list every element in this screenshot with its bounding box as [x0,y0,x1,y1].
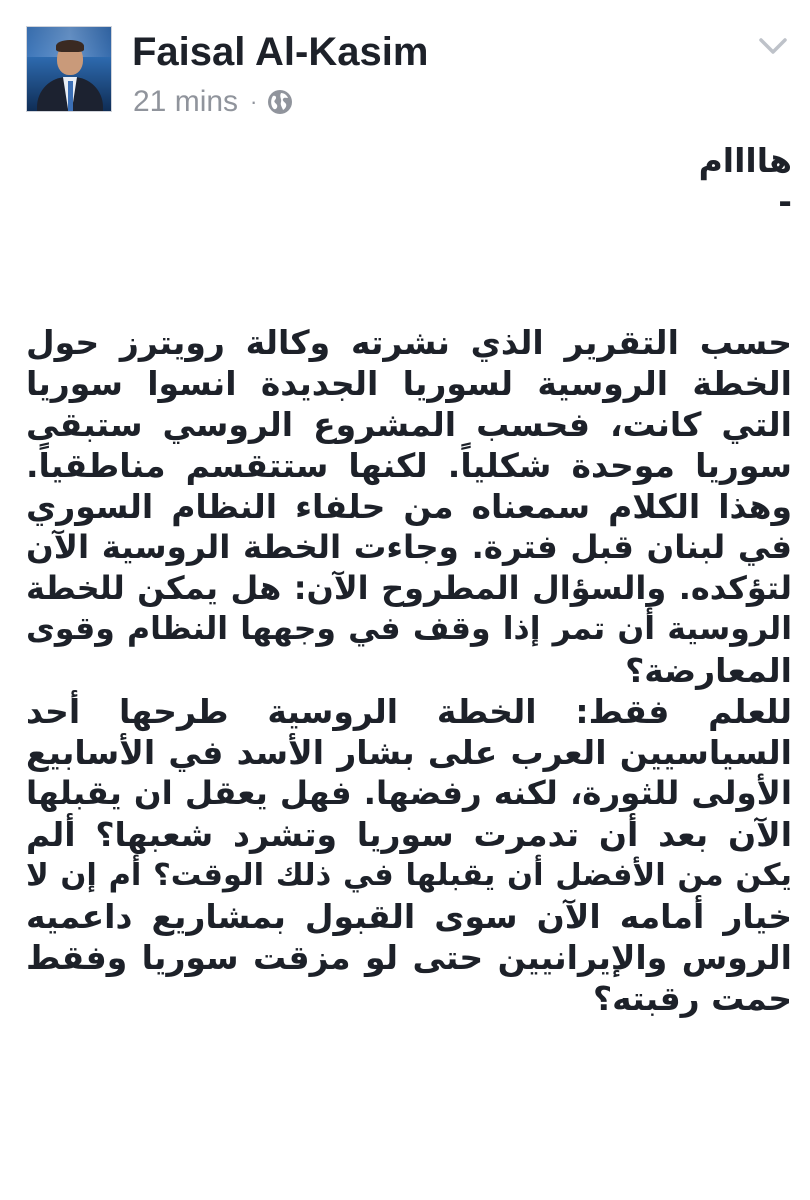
text-line: يكن من الأفضل أن يقبلها في ذلك الوقت؟ أم إن لا [26,858,792,893]
text-line: سوريا موحدة شكلياً. لكنها ستتقسم مناطقياً. [26,446,792,485]
paragraph-gap [26,222,792,322]
text-line: خيار أمامه الآن سوى القبول بمشاريع داعميه [26,897,792,936]
text-line: في لبنان قبل فترة. وجاءت الخطة الروسية الآن [26,528,792,566]
post-text [26,140,792,1019]
text-line: التي كانت، فحسب المشروع الروسي ستبقى [26,405,792,444]
post-timestamp[interactable]: 21 mins [133,85,239,118]
text-line: حسب التقرير الذي نشرته وكالة رويترز حول [26,323,792,362]
text-line: هاااام [698,141,792,180]
text-line: وهذا الكلام سمعناه من حلفاء النظام السوري [26,487,792,526]
post-meta [133,84,293,120]
text-line: الأولى للثورة، لكنه رفضها. فهل يعقل ان يقبلها [26,774,792,812]
text-line: السياسيين العرب على بشار الأسد في الأسابيع [26,733,792,772]
text-line: الروس والإيرانيين حتى لو مزقت سوريا وفقط [26,938,792,977]
author-name[interactable]: Faisal Al-Kasim [132,30,429,74]
text-line: الروسية أن تمر إذا وقف في وجهها النظام وقوى [26,611,792,647]
text-line: الآن بعد أن تدمرت سوريا وتشرد شعبها؟ ألم [26,815,792,854]
text-line: لتؤكده. والسؤال المطروح الآن: هل يمكن للخطة [26,569,792,607]
text-line: - [778,182,792,221]
globe-icon [267,89,293,115]
text-line: المعارضة؟ [625,651,792,690]
text-line: للعلم فقط: الخطة الروسية طرحها أحد [26,692,792,731]
chevron-down-icon[interactable] [757,34,789,58]
author-avatar[interactable] [26,26,112,112]
meta-separator: · [250,89,258,114]
text-line: حمت رقبته؟ [592,979,792,1018]
text-line: الخطة الروسية لسوريا الجديدة انسوا سوريا [26,364,792,403]
